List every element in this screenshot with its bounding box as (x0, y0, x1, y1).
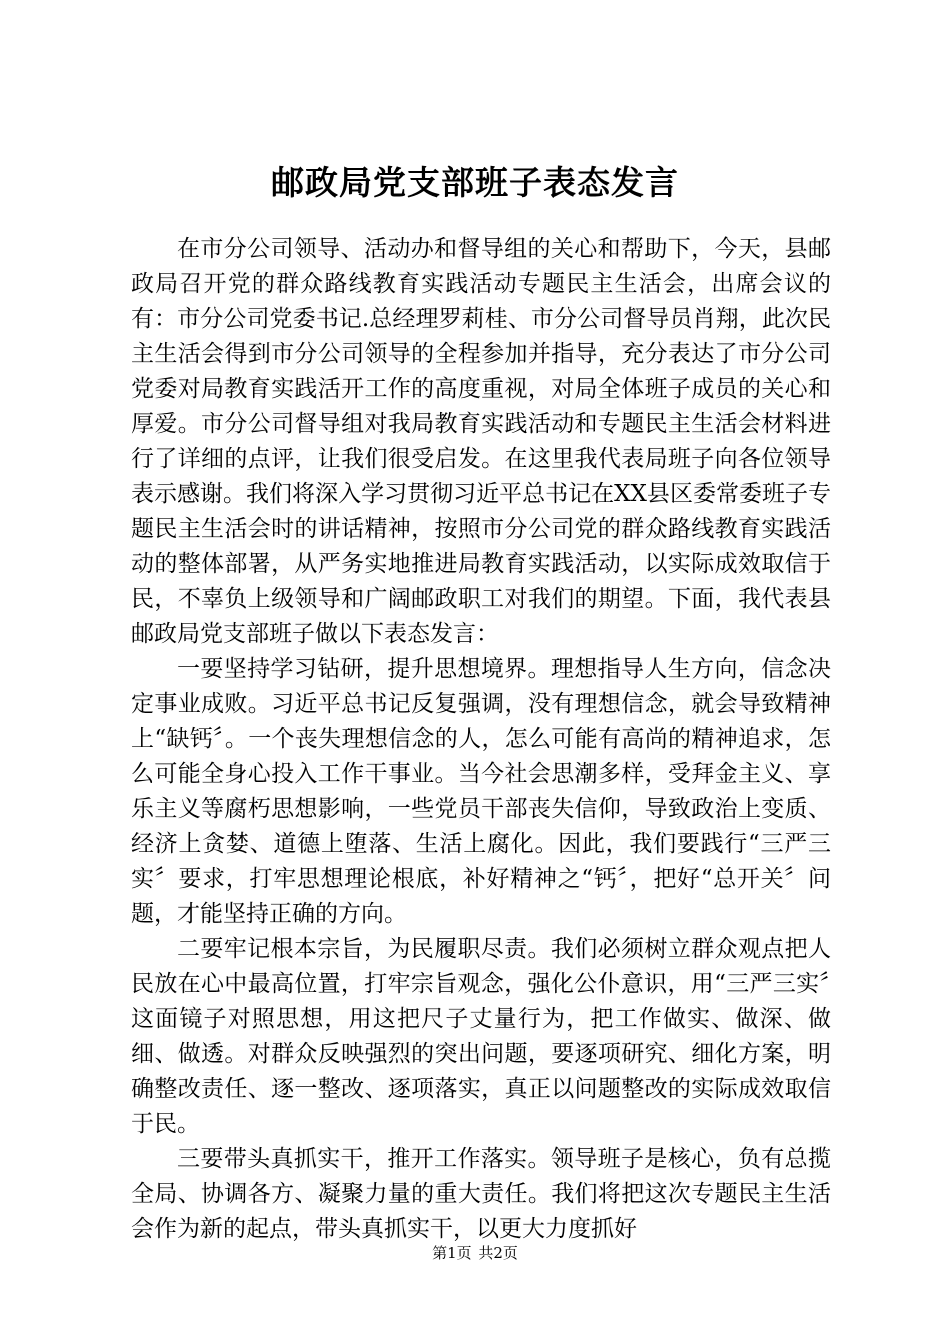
paragraph-point-three: 三要带头真抓实干，推开工作落实。领导班子是核心，负有总揽全局、协调各方、凝聚力量的重大责任。我们将把这次专题民主生活会作为新的起点，带头真抓实干，以更大力度抓好 (131, 1146, 831, 1242)
document-body (131, 232, 831, 1247)
paragraph-intro: 在市分公司领导、活动办和督导组的关心和帮助下，今天，县邮政局召开党的群众路线教育实践活动专题民主生活会，出席会议的有：市分公司党委书记.总经理罗莉桂、市分公司督导员肖翔，此次民主生活会得到市分公司领导的全程参加并指导，充分表达了市分公司党委对局教育实践活开工作的高度重视，对局全体班子成员的关心和厚爱。市分公司督导组对我局教育实践活动和专题民主生活会材料进行了详细的点评，让我们很受启发。在这里我代表局班子向各位领导表示感谢。我们将深入学习贯彻习近平总书记在XX县区委常委班子专题民主生活会时的讲话精神，按照市分公司党的群众路线教育实践活动的整体部署，从严务实地推进局教育实践活动，以实际成效取信于民，不辜负上级领导和广阔邮政职工对我们的期望。下面，我代表县邮政局党支部班子做以下表态发言： (131, 236, 831, 647)
document-title: 邮政局党支部班子表态发言 (271, 163, 679, 202)
paragraph-point-one: 一要坚持学习钻研，提升思想境界。理想指导人生方向，信念决定事业成败。习近平总书记反复强调，没有理想信念，就会导致精神上“缺钙〞。一个丧失理想信念的人，怎么可能有高尚的精神追求，怎么可能全身心投入工作干事业。当今社会思潮多样，受拜金主义、享乐主义等腐朽思想影响，一些党员干部丧失信仰，导致政治上变质、经济上贪婪、道德上堕落、生活上腐化。因此，我们要践行“三严三实〞要求，打牢思想理论根底，补好精神之“钙〞，把好“总开关〞问题，才能坚持正确的方向。 (131, 656, 831, 927)
page-number: 第1页 (432, 1244, 472, 1262)
paragraph-point-two: 二要牢记根本宗旨，为民履职尽责。我们必须树立群众观点把人民放在心中最高位置，打牢宗旨观念，强化公仆意识，用“三严三实〞这面镜子对照思想，用这把尺子丈量行为，把工作做实、做深、做细、做透。对群众反映强烈的突出问题，要逐项研究、细化方案，明确整改责任、逐一整改、逐项落实，真正以问题整改的实际成效取信于民。 (131, 936, 831, 1137)
page-total: 共2页 (478, 1244, 518, 1262)
page-footer (0, 1243, 950, 1263)
